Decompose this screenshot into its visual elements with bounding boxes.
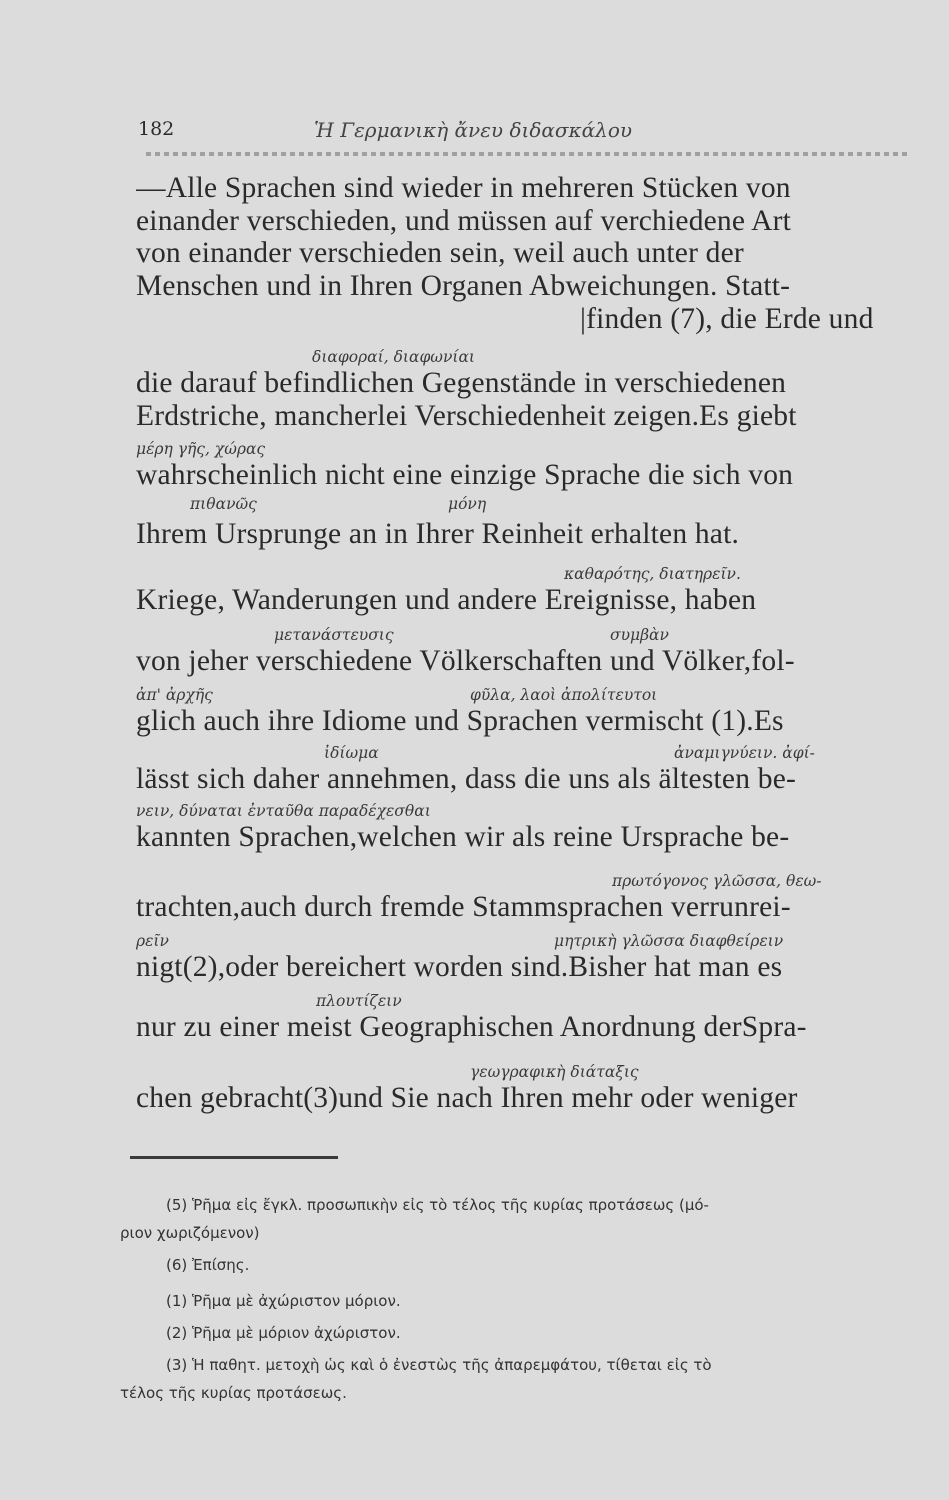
text-line: Ihrem Ursprunge an in Ihrer Reinheit erhalten hat. (136, 520, 740, 550)
gloss-line (136, 348, 922, 368)
page-header (138, 118, 909, 148)
text-line: nigt(2),oder bereichert worden sind.Bisher hat man es (136, 953, 783, 983)
text-line: lässt sich daher annehmen, dass die uns als ältesten be- (136, 765, 797, 795)
text-line: chen gebracht(3)und Sie nach Ihren mehr oder weniger (136, 1084, 798, 1114)
gloss: ἀναμιγνύειν. ἀφί- (674, 744, 815, 762)
gloss: μόνη (448, 495, 487, 513)
gloss: ἰδίωμα (324, 744, 379, 762)
text-line: Menschen und in Ihren Organen Abweichungen. Statt- (136, 272, 791, 302)
text-line: einander verschieden, und müssen auf verchiedene Art (136, 207, 792, 237)
text-line: wahrscheinlich nicht eine einzige Sprache die sich von (136, 461, 794, 491)
text-line: kannten Sprachen,welchen wir als reine Ursprache be- (136, 823, 790, 853)
page-number: 182 (138, 118, 175, 140)
gloss-line (136, 440, 922, 460)
text-line: |finden (7), die Erde und (580, 305, 874, 335)
footnote-rule (130, 1156, 338, 1159)
text-line: trachten,auch durch fremde Stammsprachen verrunrei- (136, 893, 791, 923)
gloss-line (136, 1063, 922, 1083)
header-rule (146, 152, 910, 156)
gloss: νειν, δύναται ἐνταῦθα παραδέχεσθαι (136, 802, 431, 820)
footnote: ριον χωριζόμενον) (120, 1224, 260, 1242)
gloss: πιθανῶς (190, 495, 257, 513)
footnote: (2) Ῥῆμα μὲ μόριον ἀχώριστον. (166, 1324, 401, 1342)
gloss: γεωγραφικὴ διάταξις (470, 1063, 639, 1081)
gloss: συμβὰν (610, 626, 669, 644)
gloss-line (136, 744, 922, 764)
text-line: —Alle Sprachen sind wieder in mehreren Stücken von (136, 174, 791, 204)
gloss-line (136, 686, 922, 706)
gloss: μετανάστευσις (274, 626, 394, 644)
running-title: Ἡ Γερμανικὴ ἄνευ διδασκάλου (314, 118, 633, 142)
footnote: (1) Ῥῆμα μὲ ἀχώριστον μόριον. (166, 1292, 401, 1310)
text-line: Erdstriche, mancherlei Verschiedenheit zeigen.Es giebt (136, 402, 797, 432)
gloss: καθαρότης, διατηρεῖν. (564, 565, 741, 583)
gloss-line (136, 565, 922, 585)
text-line: die darauf befindlichen Gegenstände in verschiedenen (136, 369, 787, 399)
text-line: Kriege, Wanderungen und andere Ereignisse, haben (136, 586, 757, 616)
gloss: μητρικὴ γλῶσσα διαφθείρειν (554, 932, 784, 950)
gloss: διαφοραί, διαφωνίαι (312, 348, 475, 366)
text-line: glich auch ihre Idiome und Sprachen vermischt (1).Es (136, 707, 784, 737)
gloss: πρωτόγονος γλῶσσα, θεω- (612, 872, 822, 890)
gloss: ἀπ' ἀρχῆς (136, 686, 213, 704)
gloss: μέρη γῆς, χώρας (136, 440, 266, 458)
footnote: (3) Ἡ παθητ. μετοχὴ ὡς καὶ ὁ ἐνεστὼς τῆς ἀπαρεμφάτου, τίθεται εἰς τὸ (166, 1356, 712, 1374)
gloss-line (136, 872, 922, 892)
text-line: nur zu einer meist Geographischen Anordnung derSpra- (136, 1013, 807, 1043)
gloss: πλουτίζειν (316, 992, 402, 1010)
text-line: von jeher verschiedene Völkerschaften und Völker,fol- (136, 647, 795, 677)
text-line: von einander verschieden sein, weil auch unter der (136, 239, 744, 269)
gloss: φῦλα, λαοὶ ἀπολίτευτοι (470, 686, 658, 704)
gloss-line (136, 932, 922, 952)
gloss: ρεῖν (136, 932, 169, 950)
gloss-line (136, 495, 922, 515)
footnote: (5) Ῥῆμα εἰς ἔγκλ. προσωπικὴν εἰς τὸ τέλος τῆς κυρίας προτάσεως (μό- (166, 1196, 709, 1214)
footnote: τέλος τῆς κυρίας προτάσεως. (120, 1384, 347, 1402)
footnote: (6) Ἐπίσης. (166, 1256, 250, 1274)
gloss-line (136, 802, 922, 822)
gloss-line (136, 992, 922, 1012)
gloss-line (136, 626, 922, 646)
